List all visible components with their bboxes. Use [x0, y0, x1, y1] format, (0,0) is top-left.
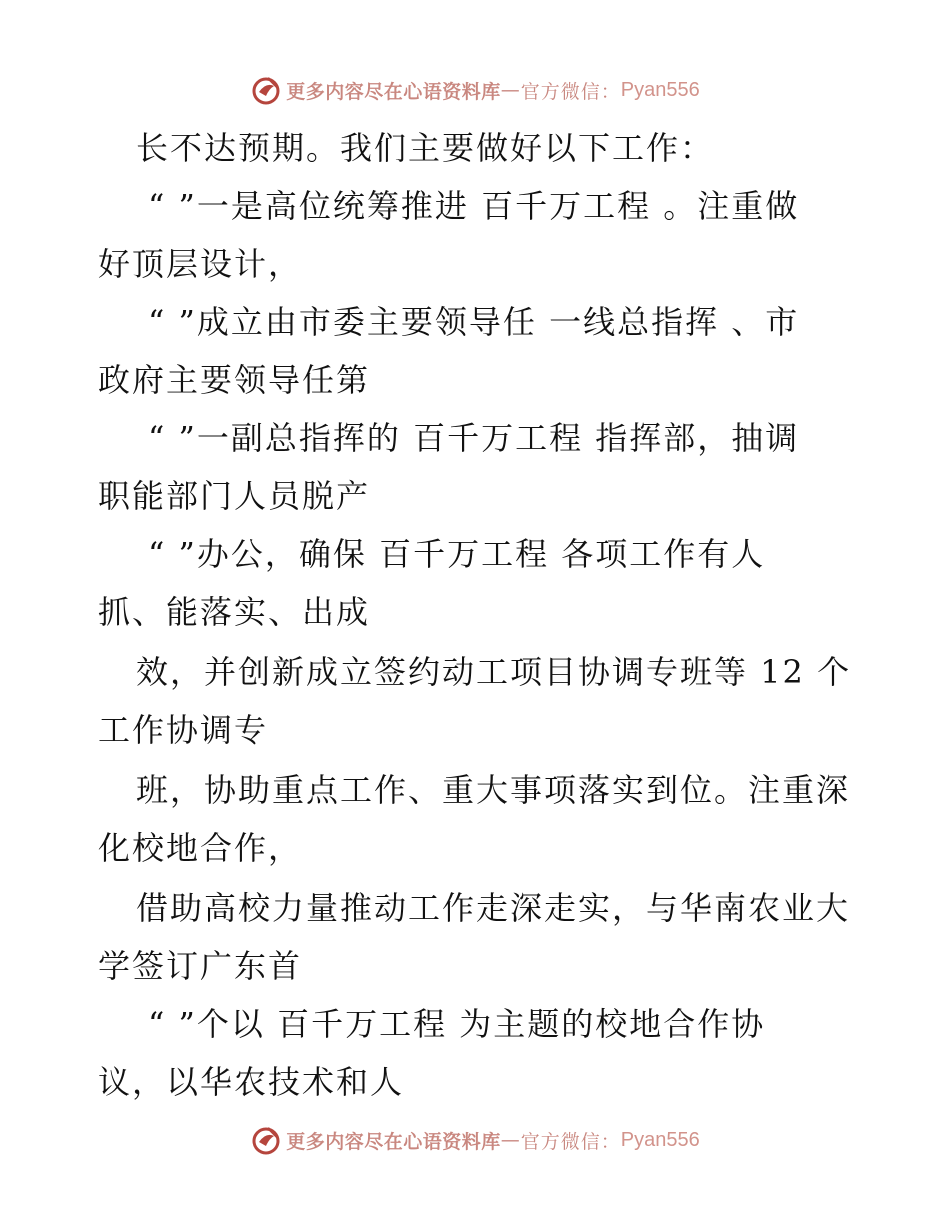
- brand-logo-icon: [250, 74, 282, 106]
- text-line: 政府主要领导任第: [98, 361, 371, 399]
- text-line: 工作协调专: [98, 711, 269, 749]
- text-line: 职能部门人员脱产: [98, 477, 371, 515]
- text-line: 好顶层设计，: [98, 245, 303, 283]
- text-line: 化校地合作，: [98, 829, 303, 867]
- text-line: “ ”成立由市委主要领导任 一线总指挥 、市: [148, 303, 800, 341]
- header-brand-text: 更多内容尽在心语资料库: [286, 80, 501, 103]
- text-line: 效，并创新成立签约动工项目协调专班等 12 个: [136, 653, 852, 691]
- brand-logo-icon: [250, 1124, 282, 1156]
- text-line: “ ”办公，确保 百千万工程 各项工作有人: [148, 535, 766, 573]
- header-dash: —: [500, 79, 521, 101]
- header-contact-id: Pyan556: [620, 78, 700, 101]
- text-line: “ ”一是高位统筹推进 百千万工程 。注重做: [148, 187, 800, 225]
- header-contact-label: 官方微信：: [520, 80, 621, 103]
- footer-banner: [0, 1120, 950, 1160]
- footer-dash: —: [500, 1129, 521, 1151]
- text-line: 长不达预期。我们主要做好以下工作：: [136, 129, 715, 167]
- footer-contact-id: Pyan556: [620, 1128, 700, 1151]
- text-line: 借助高校力量推动工作走深走实，与华南农业大: [136, 889, 851, 927]
- text-line: 议，以华农技术和人: [98, 1063, 405, 1101]
- footer-contact-label: 官方微信：: [520, 1130, 621, 1153]
- text-line: 抓、能落实、出成: [98, 593, 371, 631]
- text-line: “ ”个以 百千万工程 为主题的校地合作协: [148, 1005, 766, 1043]
- text-line: 班，协助重点工作、重大事项落实到位。注重深: [136, 771, 851, 809]
- text-line: 学签订广东首: [98, 947, 303, 985]
- text-line: “ ”一副总指挥的 百千万工程 指挥部，抽调: [148, 419, 800, 457]
- header-banner: [0, 70, 950, 110]
- footer-brand-text: 更多内容尽在心语资料库: [286, 1130, 501, 1153]
